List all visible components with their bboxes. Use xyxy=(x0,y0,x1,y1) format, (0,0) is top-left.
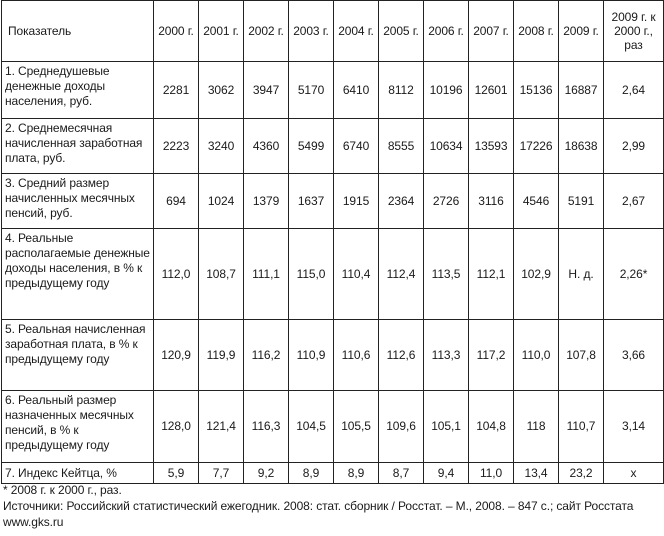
value-cell: 17226 xyxy=(514,119,559,174)
value-cell: 104,5 xyxy=(289,391,334,463)
value-cell: 5,9 xyxy=(154,463,199,484)
value-cell: 7,7 xyxy=(199,463,244,484)
value-cell: 3116 xyxy=(469,174,514,229)
header-cell: 2000 г. xyxy=(154,1,199,62)
header-cell: 2004 г. xyxy=(334,1,379,62)
header-cell: 2005 г. xyxy=(379,1,424,62)
value-cell: 113,3 xyxy=(424,320,469,391)
value-cell: 3,14 xyxy=(604,391,664,463)
header-cell: 2007 г. xyxy=(469,1,514,62)
value-cell: 110,7 xyxy=(559,391,604,463)
header-cell: 2009 г. xyxy=(559,1,604,62)
source-note: Источники: Российский статистический ежегодник. 2008: стат. сборник / Росстат. – М., 2008. – 847 с.; сайт Росстата www.gks.ru xyxy=(3,499,634,529)
value-cell: 111,1 xyxy=(244,229,289,320)
value-cell: 2223 xyxy=(154,119,199,174)
value-cell: 112,4 xyxy=(379,229,424,320)
value-cell: 2,26* xyxy=(604,229,664,320)
value-cell: 6410 xyxy=(334,62,379,119)
header-cell: 2009 г. к 2000 г., раз xyxy=(604,1,664,62)
value-cell: 121,4 xyxy=(199,391,244,463)
value-cell: 105,1 xyxy=(424,391,469,463)
value-cell: Н. д. xyxy=(559,229,604,320)
footnote: * 2008 г. к 2000 г., раз. xyxy=(3,483,122,497)
table-row xyxy=(2,62,664,119)
indicator-cell: 1. Среднедушевые денежные доходы населения, руб. xyxy=(2,62,154,119)
table-row xyxy=(2,463,664,484)
value-cell: 108,7 xyxy=(199,229,244,320)
value-cell: 110,9 xyxy=(289,320,334,391)
indicator-cell: 5. Реальная начисленная заработная плата, в % к предыдущему году xyxy=(2,320,154,391)
value-cell: 117,2 xyxy=(469,320,514,391)
value-cell: 9,4 xyxy=(424,463,469,484)
value-cell: 15136 xyxy=(514,62,559,119)
header-cell: 2006 г. xyxy=(424,1,469,62)
value-cell: 3947 xyxy=(244,62,289,119)
value-cell: 128,0 xyxy=(154,391,199,463)
table-row xyxy=(2,229,664,320)
value-cell: 116,2 xyxy=(244,320,289,391)
value-cell: 110,4 xyxy=(334,229,379,320)
value-cell: 112,6 xyxy=(379,320,424,391)
indicator-cell: 3. Средний размер начисленных месячных пенсий, руб. xyxy=(2,174,154,229)
statistics-table xyxy=(1,0,664,484)
header-cell: 2002 г. xyxy=(244,1,289,62)
indicator-cell: 7. Индекс Кейтца, % xyxy=(2,463,154,484)
value-cell: 13,4 xyxy=(514,463,559,484)
value-cell: 12601 xyxy=(469,62,514,119)
value-cell: 2,64 xyxy=(604,62,664,119)
value-cell: 107,8 xyxy=(559,320,604,391)
value-cell: 10196 xyxy=(424,62,469,119)
value-cell: 118 xyxy=(514,391,559,463)
value-cell: х xyxy=(604,463,664,484)
value-cell: 105,5 xyxy=(334,391,379,463)
value-cell: 8,9 xyxy=(289,463,334,484)
value-cell: 2,99 xyxy=(604,119,664,174)
header-cell: 2003 г. xyxy=(289,1,334,62)
value-cell: 11,0 xyxy=(469,463,514,484)
header-cell: 2008 г. xyxy=(514,1,559,62)
value-cell: 1024 xyxy=(199,174,244,229)
value-cell: 16887 xyxy=(559,62,604,119)
value-cell: 119,9 xyxy=(199,320,244,391)
indicator-cell: 2. Среднемесячная начисленная заработная плата, руб. xyxy=(2,119,154,174)
value-cell: 18638 xyxy=(559,119,604,174)
value-cell: 109,6 xyxy=(379,391,424,463)
table-row xyxy=(2,391,664,463)
value-cell: 1915 xyxy=(334,174,379,229)
value-cell: 3062 xyxy=(199,62,244,119)
value-cell: 8,7 xyxy=(379,463,424,484)
value-cell: 112,0 xyxy=(154,229,199,320)
table-header-row xyxy=(2,1,664,62)
indicator-cell: 4. Реальные располагаемые денежные доходы населения, в % к предыдущему году xyxy=(2,229,154,320)
table-row xyxy=(2,174,664,229)
table-notes xyxy=(3,482,661,530)
value-cell: 694 xyxy=(154,174,199,229)
value-cell: 120,9 xyxy=(154,320,199,391)
value-cell: 110,0 xyxy=(514,320,559,391)
value-cell: 5191 xyxy=(559,174,604,229)
value-cell: 9,2 xyxy=(244,463,289,484)
value-cell: 1379 xyxy=(244,174,289,229)
value-cell: 112,1 xyxy=(469,229,514,320)
table-row xyxy=(2,119,664,174)
value-cell: 1637 xyxy=(289,174,334,229)
indicator-cell: 6. Реальный размер назначенных месячных пенсий, в % к предыдущему году xyxy=(2,391,154,463)
value-cell: 3240 xyxy=(199,119,244,174)
value-cell: 4546 xyxy=(514,174,559,229)
value-cell: 102,9 xyxy=(514,229,559,320)
header-cell: Показатель xyxy=(2,1,154,62)
value-cell: 2,67 xyxy=(604,174,664,229)
value-cell: 2364 xyxy=(379,174,424,229)
value-cell: 113,5 xyxy=(424,229,469,320)
value-cell: 10634 xyxy=(424,119,469,174)
value-cell: 8555 xyxy=(379,119,424,174)
value-cell: 5170 xyxy=(289,62,334,119)
table-body xyxy=(2,62,664,484)
value-cell: 110,6 xyxy=(334,320,379,391)
header-cell: 2001 г. xyxy=(199,1,244,62)
value-cell: 13593 xyxy=(469,119,514,174)
value-cell: 5499 xyxy=(289,119,334,174)
value-cell: 104,8 xyxy=(469,391,514,463)
value-cell: 2726 xyxy=(424,174,469,229)
value-cell: 3,66 xyxy=(604,320,664,391)
value-cell: 4360 xyxy=(244,119,289,174)
value-cell: 6740 xyxy=(334,119,379,174)
value-cell: 23,2 xyxy=(559,463,604,484)
value-cell: 115,0 xyxy=(289,229,334,320)
value-cell: 2281 xyxy=(154,62,199,119)
value-cell: 116,3 xyxy=(244,391,289,463)
value-cell: 8,9 xyxy=(334,463,379,484)
table-row xyxy=(2,320,664,391)
value-cell: 8112 xyxy=(379,62,424,119)
